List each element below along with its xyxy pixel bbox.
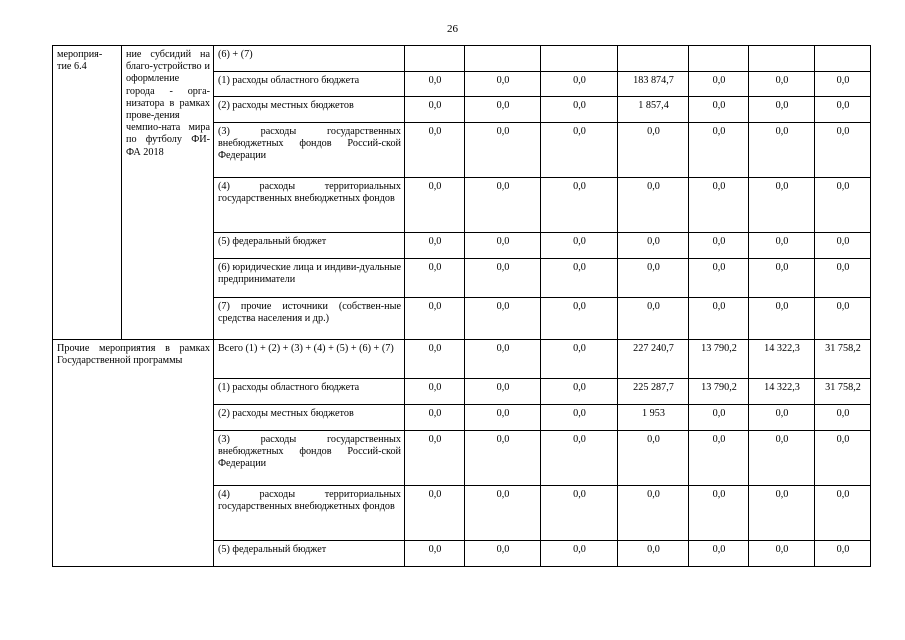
value-cell: 0,0 [689,405,749,431]
value-cell [618,46,689,72]
value-cell: 0,0 [689,541,749,567]
value-cell: 0,0 [541,123,618,178]
value-cell: 0,0 [405,97,465,123]
value-cell: 14 322,3 [749,379,815,405]
value-cell: 0,0 [689,233,749,259]
funding-source-label: (2) расходы местных бюджетов [214,97,405,123]
funding-source-label: (4) расходы территориальных государственных внебюджетных фондов [214,486,405,541]
value-cell: 0,0 [749,541,815,567]
value-cell [541,46,618,72]
value-cell: 0,0 [749,486,815,541]
value-cell: 0,0 [815,431,871,486]
value-cell: 0,0 [405,298,465,340]
value-cell: 0,0 [465,123,541,178]
value-cell: 0,0 [618,259,689,298]
value-cell: 0,0 [689,72,749,97]
value-cell: 0,0 [541,233,618,259]
value-cell: 0,0 [405,379,465,405]
value-cell: 0,0 [618,541,689,567]
funding-source-label: Всего (1) + (2) + (3) + (4) + (5) + (6) + (7) [214,340,405,379]
value-cell: 0,0 [618,298,689,340]
value-cell: 0,0 [465,486,541,541]
value-cell: 0,0 [618,178,689,233]
table-row [53,340,871,379]
value-cell: 0,0 [405,405,465,431]
value-cell: 0,0 [815,97,871,123]
value-cell: 0,0 [815,178,871,233]
value-cell: 0,0 [541,72,618,97]
event-name-cell: Прочие мероприятия в рамках Государственной программы [53,340,214,567]
table-body [53,46,871,567]
value-cell: 0,0 [815,72,871,97]
value-cell: 0,0 [815,541,871,567]
value-cell: 0,0 [405,178,465,233]
event-description-cell: ние субсидий на благо-​устройство и оформление города - орга-​низатора в рамках прове-​дения чемпио-​ната мира по футболу ФИ-​ФА 2018 [122,46,214,340]
value-cell: 0,0 [689,298,749,340]
value-cell: 0,0 [541,379,618,405]
funding-source-label: (4) расходы территориальных государственных внебюджетных фондов [214,178,405,233]
value-cell [749,46,815,72]
value-cell: 0,0 [749,72,815,97]
value-cell: 1 857,4 [618,97,689,123]
value-cell: 0,0 [749,431,815,486]
value-cell: 0,0 [749,97,815,123]
value-cell: 0,0 [689,486,749,541]
value-cell: 0,0 [815,298,871,340]
value-cell: 0,0 [689,259,749,298]
table-row [53,46,871,72]
value-cell [405,46,465,72]
value-cell: 0,0 [465,541,541,567]
value-cell: 0,0 [541,259,618,298]
event-name-cell: мероприя- тие 6.4 [53,46,122,340]
value-cell: 0,0 [618,123,689,178]
value-cell: 0,0 [541,340,618,379]
value-cell: 1 953 [618,405,689,431]
funding-source-label: (1) расходы областного бюджета [214,72,405,97]
value-cell: 183 874,7 [618,72,689,97]
funding-source-label: (3) расходы государственных внебюджетных фондов Россий-​ской Федерации [214,123,405,178]
funding-source-label: (1) расходы областного бюджета [214,379,405,405]
value-cell: 0,0 [465,233,541,259]
value-cell: 0,0 [465,379,541,405]
value-cell: 0,0 [815,233,871,259]
value-cell: 0,0 [405,259,465,298]
value-cell: 0,0 [405,541,465,567]
value-cell: 14 322,3 [749,340,815,379]
funding-source-label: (3) расходы государственных внебюджетных фондов Россий-​ской Федерации [214,431,405,486]
funding-source-label: (5) федеральный бюджет [214,541,405,567]
page-number: 26 [447,23,458,35]
value-cell: 0,0 [465,259,541,298]
value-cell: 0,0 [749,405,815,431]
value-cell: 0,0 [541,486,618,541]
value-cell: 0,0 [749,178,815,233]
value-cell: 0,0 [689,123,749,178]
value-cell: 225 287,7 [618,379,689,405]
value-cell: 227 240,7 [618,340,689,379]
value-cell [689,46,749,72]
value-cell [815,46,871,72]
value-cell: 0,0 [749,259,815,298]
value-cell: 0,0 [541,97,618,123]
value-cell: 0,0 [541,431,618,486]
funding-source-label: (6) + (7) [214,46,405,72]
value-cell: 0,0 [465,431,541,486]
value-cell: 0,0 [405,431,465,486]
value-cell: 0,0 [749,123,815,178]
value-cell: 0,0 [465,178,541,233]
value-cell: 0,0 [749,233,815,259]
value-cell: 0,0 [618,233,689,259]
value-cell: 13 790,2 [689,340,749,379]
funding-source-label: (7) прочие источники (собствен-​ные средства населения и др.) [214,298,405,340]
value-cell: 0,0 [465,72,541,97]
budget-table [52,45,871,567]
funding-source-label: (2) расходы местных бюджетов [214,405,405,431]
value-cell: 0,0 [815,259,871,298]
value-cell [465,46,541,72]
value-cell: 0,0 [465,97,541,123]
value-cell: 0,0 [618,431,689,486]
value-cell: 0,0 [405,486,465,541]
value-cell: 0,0 [541,178,618,233]
value-cell: 0,0 [541,405,618,431]
value-cell: 13 790,2 [689,379,749,405]
value-cell: 0,0 [749,298,815,340]
value-cell: 0,0 [405,123,465,178]
value-cell: 0,0 [541,298,618,340]
value-cell: 31 758,2 [815,340,871,379]
value-cell: 0,0 [618,486,689,541]
value-cell: 0,0 [815,405,871,431]
value-cell: 0,0 [815,123,871,178]
value-cell: 0,0 [689,178,749,233]
value-cell: 0,0 [465,298,541,340]
funding-source-label: (6) юридические лица и индиви-​дуальные предприниматели [214,259,405,298]
value-cell: 0,0 [815,486,871,541]
value-cell: 0,0 [405,340,465,379]
value-cell: 31 758,2 [815,379,871,405]
value-cell: 0,0 [689,431,749,486]
value-cell: 0,0 [405,72,465,97]
value-cell: 0,0 [405,233,465,259]
value-cell: 0,0 [465,405,541,431]
funding-source-label: (5) федеральный бюджет [214,233,405,259]
value-cell: 0,0 [465,340,541,379]
value-cell: 0,0 [541,541,618,567]
value-cell: 0,0 [689,97,749,123]
